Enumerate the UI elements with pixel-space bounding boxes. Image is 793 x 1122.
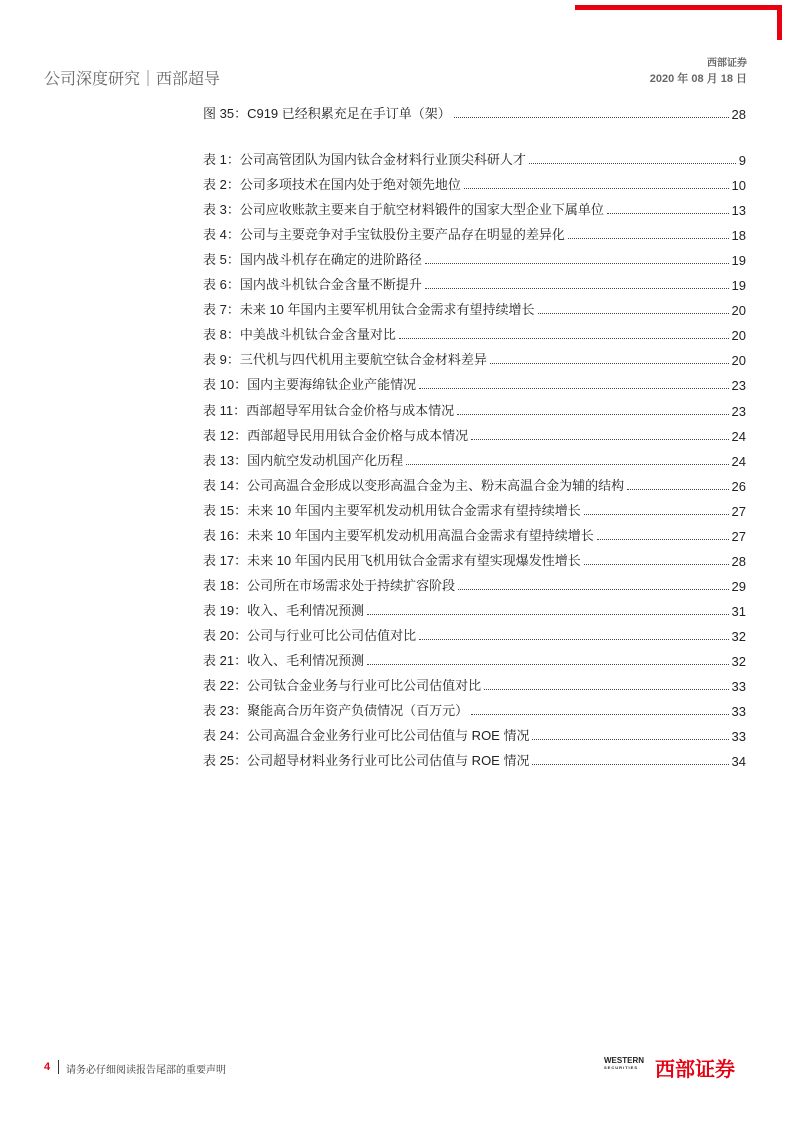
toc-entry-page: 28 (731, 107, 746, 122)
logo-en-sub: SECURITIES (604, 1065, 639, 1070)
page-number: 4 (44, 1061, 51, 1073)
toc-entry[interactable] (203, 626, 746, 644)
toc-leader-dots (419, 639, 728, 640)
toc-entry-label: 表 1：公司高管团队为国内钛合金材料行业顶尖科研人才 (203, 152, 526, 167)
toc-entry-page: 19 (731, 253, 746, 269)
toc-entry-page: 29 (731, 578, 746, 594)
toc-entry-label: 表 16：未来 10 年国内主要军机发动机用高温合金需求有望持续增长 (203, 527, 594, 543)
toc-leader-dots (425, 288, 729, 289)
toc-entry[interactable] (203, 726, 746, 744)
toc-leader-dots (584, 514, 729, 515)
toc-entry-label: 表 20：公司与行业可比公司估值对比 (203, 627, 417, 643)
toc-entry-page: 24 (731, 428, 746, 444)
toc-entry-page: 33 (731, 729, 746, 745)
toc-entry[interactable] (203, 375, 746, 393)
toc-leader-dots (367, 664, 728, 665)
toc-entry-label: 表 22：公司钛合金业务与行业可比公司估值对比 (203, 678, 482, 694)
report-title: 公司深度研究｜西部超导 (44, 71, 221, 88)
toc-leader-dots (458, 589, 728, 590)
toc-entry[interactable] (203, 701, 746, 719)
toc-entry-label: 表 23：聚能高合历年资产负债情况（百万元） (203, 703, 469, 719)
header-red-line-vertical (777, 5, 782, 40)
toc-entry-page: 33 (731, 704, 746, 720)
toc-leader-dots (584, 564, 729, 565)
toc-entry[interactable] (203, 576, 746, 594)
report-date: 2020 年 08 月 18 日 (649, 73, 747, 85)
footer-disclaimer: 请务必仔细阅读报告尾部的重要声明 (66, 1065, 226, 1076)
toc-entry[interactable] (203, 526, 746, 544)
toc-entry-page: 28 (731, 553, 746, 569)
toc-entry[interactable] (203, 426, 746, 444)
toc-leader-dots (454, 117, 729, 118)
toc-entry-page: 13 (731, 203, 746, 219)
toc-entry-label: 表 15：未来 10 年国内主要军机发动机用钛合金需求有望持续增长 (203, 502, 581, 518)
toc-entry-page: 10 (731, 178, 746, 194)
logo-cn: 西部证券 (655, 1059, 735, 1081)
toc-entry[interactable] (203, 501, 746, 519)
western-logo (604, 1056, 644, 1070)
toc-leader-dots (529, 163, 736, 164)
toc-entry-label: 表 3：公司应收账款主要来自于航空材料锻件的国家大型企业下属单位 (203, 202, 604, 218)
toc-leader-dots (367, 614, 728, 615)
toc-entry-label: 表 17：未来 10 年国内民用飞机用钛合金需求有望实现爆发性增长 (203, 552, 581, 568)
toc-entry[interactable] (203, 225, 746, 243)
toc-leader-dots (471, 714, 728, 715)
toc-entry-label: 表 21：收入、毛利情况预测 (203, 653, 365, 668)
toc-entry[interactable] (203, 200, 746, 218)
header-red-line (575, 5, 782, 10)
toc-entry-page: 27 (731, 528, 746, 544)
toc-entry[interactable] (203, 275, 746, 293)
toc-entry[interactable] (203, 150, 746, 168)
toc-entry[interactable] (203, 401, 746, 419)
toc-entry-label: 表 11：西部超导军用钛合金价格与成本情况 (203, 402, 455, 418)
toc-entry-label: 表 8：中美战斗机钛合金含量对比 (203, 327, 396, 343)
toc-entry[interactable] (203, 601, 746, 619)
toc-entry-label: 表 2：公司多项技术在国内处于绝对领先地位 (203, 177, 461, 193)
toc-entry-label: 表 13：国内航空发动机国产化历程 (203, 452, 404, 468)
toc-entry-page: 19 (731, 278, 746, 294)
logo-en: WESTERN (604, 1056, 644, 1065)
toc-entry-label: 表 6：国内战斗机钛合金含量不断提升 (203, 277, 422, 293)
toc-leader-dots (538, 313, 729, 314)
toc-entry-page: 32 (731, 654, 746, 669)
toc-entry-label: 表 12：西部超导民用用钛合金价格与成本情况 (203, 427, 469, 443)
toc-leader-dots (597, 539, 729, 540)
toc-entry[interactable] (203, 651, 746, 669)
toc-entry-label: 表 24：公司高温合金业务行业可比公司估值与 ROE 情况 (203, 728, 530, 744)
toc-entry[interactable] (203, 451, 746, 469)
toc-leader-dots (568, 238, 729, 239)
toc-entry[interactable] (203, 175, 746, 193)
toc-entry-page: 33 (731, 679, 746, 695)
toc-leader-dots (457, 414, 728, 415)
toc-entry[interactable] (203, 751, 746, 769)
toc-entry-label: 表 14：公司高温合金形成以变形高温合金为主、粉末高温合金为辅的结构 (203, 477, 625, 493)
toc-leader-dots (419, 388, 728, 389)
toc-entry-label: 表 9：三代机与四代机用主要航空钛合金材料差异 (203, 352, 487, 368)
toc-leader-dots (484, 689, 728, 690)
toc-entry-page: 34 (731, 754, 746, 770)
toc-leader-dots (627, 489, 728, 490)
toc-entry-page: 18 (731, 228, 746, 244)
toc-leader-dots (425, 263, 729, 264)
toc-entry-page: 32 (731, 628, 746, 644)
toc-leader-dots (464, 188, 729, 189)
toc-entry-label: 表 4：公司与主要竞争对手宝钛股份主要产品存在明显的差异化 (203, 227, 565, 243)
toc-entry-page: 23 (731, 378, 746, 394)
toc-entry[interactable] (203, 676, 746, 694)
toc-entry[interactable] (203, 551, 746, 569)
toc-entry[interactable] (203, 300, 746, 318)
toc-entry-label: 表 5：国内战斗机存在确定的进阶路径 (203, 252, 422, 268)
toc-entry[interactable] (203, 325, 746, 343)
toc-leader-dots (532, 739, 728, 740)
toc-entry-label: 表 7：未来 10 年国内主要军机用钛合金需求有望持续增长 (203, 302, 535, 318)
toc-entry-label: 表 25：公司超导材料业务行业可比公司估值与 ROE 情况 (203, 753, 530, 769)
toc-leader-dots (471, 439, 728, 440)
toc-entry-page: 9 (738, 153, 746, 168)
toc-entry-page: 27 (731, 503, 746, 519)
firm-name: 西部证券 (707, 58, 747, 69)
toc-entry-page: 20 (731, 328, 746, 344)
toc-leader-dots (607, 213, 729, 214)
footer-divider (58, 1060, 59, 1074)
toc-entry-label: 表 19：收入、毛利情况预测 (203, 602, 365, 618)
toc-leader-dots (406, 464, 728, 465)
toc-leader-dots (490, 363, 729, 364)
toc-entry[interactable] (203, 104, 746, 122)
toc-entry-page: 23 (731, 403, 746, 419)
toc-entry-page: 26 (731, 478, 746, 494)
toc-entry-page: 24 (731, 453, 746, 469)
toc-entry[interactable] (203, 476, 746, 494)
toc-entry-label: 表 18：公司所在市场需求处于持续扩容阶段 (203, 577, 456, 593)
toc-entry-label: 图 35：C919 已经积累充足在手订单（架） (203, 106, 451, 121)
toc-entry-page: 31 (731, 603, 746, 619)
toc-entry[interactable] (203, 350, 746, 368)
toc-entry-page: 20 (731, 353, 746, 369)
toc-entry-page: 20 (731, 303, 746, 319)
toc-entry[interactable] (203, 250, 746, 268)
toc-entry-label: 表 10：国内主要海绵钛企业产能情况 (203, 377, 417, 393)
toc-leader-dots (399, 338, 729, 339)
toc-leader-dots (532, 764, 728, 765)
